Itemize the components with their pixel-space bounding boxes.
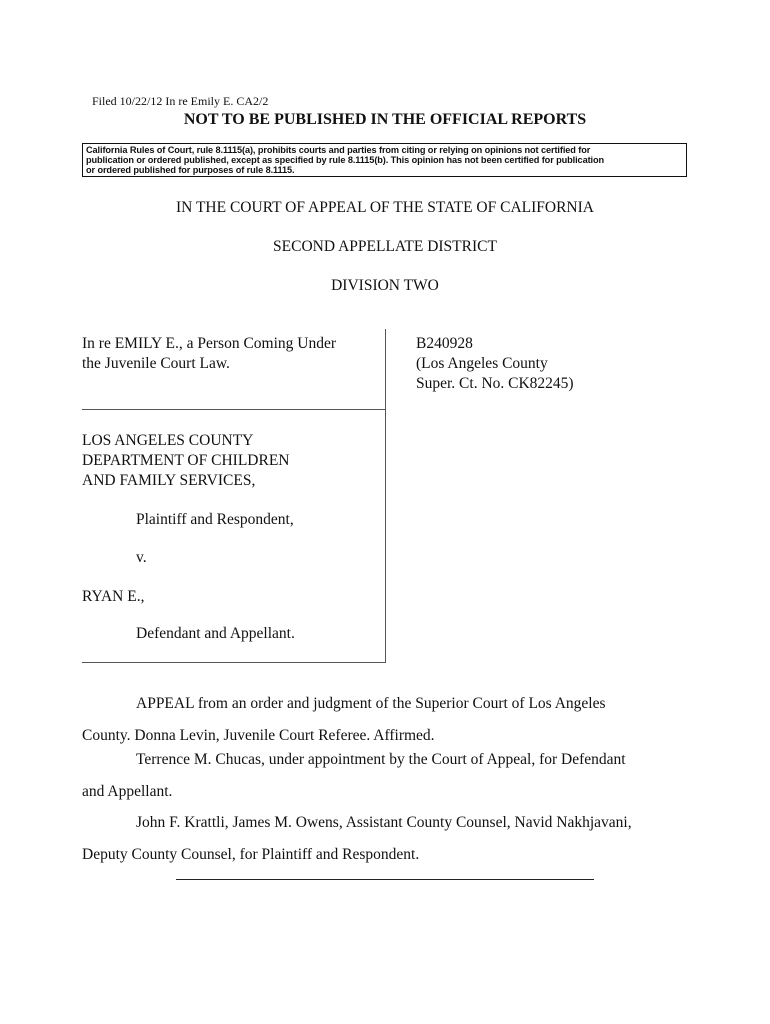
appeal-paragraph [82, 688, 682, 752]
paragraph-line: County. Donna Levin, Juvenile Court Referee. Affirmed. [82, 727, 435, 744]
paragraph-line: APPEAL from an order and judgment of the Superior Court of Los Angeles [136, 695, 606, 712]
paragraph-line: John F. Krattli, James M. Owens, Assistant County Counsel, Navid Nakhjavani, [136, 814, 632, 831]
in-re-caption [82, 334, 336, 374]
plaintiff-line: LOS ANGELES COUNTY [82, 432, 254, 449]
publication-notice: NOT TO BE PUBLISHED IN THE OFFICIAL REPORTS [183, 111, 587, 128]
filed-line: Filed 10/22/12 In re Emily E. CA2/2 [92, 94, 269, 108]
court-name: IN THE COURT OF APPEAL OF THE STATE OF CALIFORNIA [176, 199, 594, 216]
court-reference: Super. Ct. No. CK82245) [416, 375, 574, 392]
caption-vertical-rule [385, 329, 386, 663]
plaintiff-line: AND FAMILY SERVICES, [82, 472, 256, 489]
rules-notice-line: California Rules of Court, rule 8.1115(a), prohibits courts and parties from citing or relying on opinions not certified for [86, 145, 591, 155]
appellant-counsel-paragraph [82, 744, 682, 808]
in-re-line: the Juvenile Court Law. [82, 355, 230, 372]
plaintiff-name [82, 431, 289, 491]
in-re-line: In re EMILY E., a Person Coming Under [82, 335, 337, 352]
paragraph-line: and Appellant. [82, 783, 173, 800]
paragraph-line: Deputy County Counsel, for Plaintiff and Respondent. [82, 846, 420, 863]
defendant-role: Defendant and Appellant. [136, 625, 295, 642]
versus: v. [136, 549, 147, 566]
footnote-separator [176, 879, 594, 880]
court-reference: (Los Angeles County [416, 355, 548, 372]
plaintiff-role: Plaintiff and Respondent, [136, 511, 294, 528]
rules-notice-line: publication or ordered published, except as specified by rule 8.1115(b). This opinion has not been certified for publication [86, 155, 605, 165]
defendant-name: RYAN E., [82, 588, 145, 605]
division-name: DIVISION TWO [331, 277, 439, 294]
caption-bottom-rule [82, 662, 386, 663]
plaintiff-line: DEPARTMENT OF CHILDREN [82, 452, 290, 469]
respondent-counsel-paragraph [82, 807, 682, 871]
caption-divider [82, 409, 386, 410]
district-name: SECOND APPELLATE DISTRICT [273, 238, 497, 255]
rules-notice-box [82, 143, 687, 177]
rules-notice-line: or ordered published for purposes of rule 8.1115. [86, 165, 295, 175]
case-number-block [416, 334, 574, 394]
case-number: B240928 [416, 335, 473, 352]
paragraph-line: Terrence M. Chucas, under appointment by the Court of Appeal, for Defendant [136, 751, 626, 768]
